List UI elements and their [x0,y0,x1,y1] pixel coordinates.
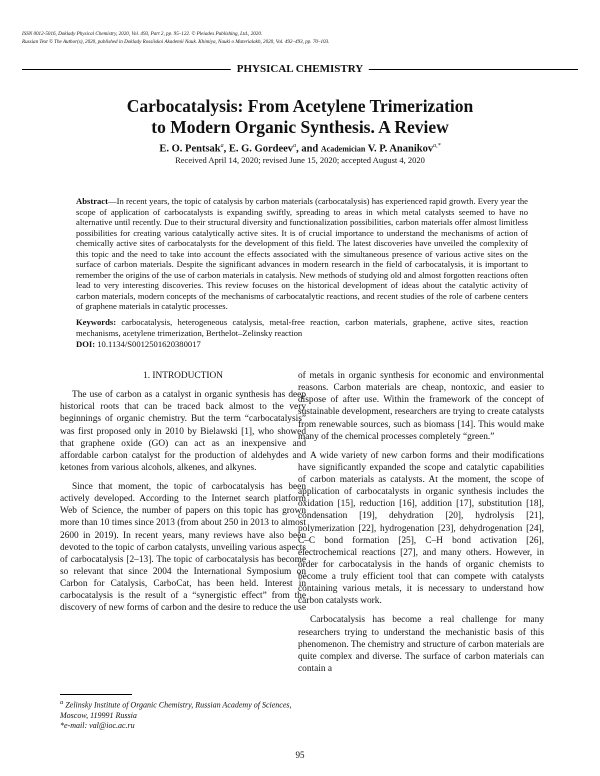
email-footnote[interactable]: *e-mail: val@ioc.ac.ru [60,720,135,730]
body-column-right [298,370,544,675]
paragraph: The use of carbon as a catalyst in organic synthesis has deep historical roots that can be traced back almost to the very beginnings of organic chemistry. But the term “carbocatalysis” was first proposed only in 2010 by Bielawski [1], who showed that graphene oxide (GO) can act as an inexpensive and affordable carbon catalyst for the production of aldehydes and ketones from various alcohols, alkenes, and alkynes. [60,390,306,473]
author-separator: , [223,143,229,155]
paragraph: of metals in organic synthesis for economic and environmental reasons. Carbon materials are cheap, nontoxic, and easier to dispose of after use. Within the framework of the concept of sustainable development, researchers are trying to create catalysts from renewable sources, such as biomass [14]. This would make many of the chemical processes completely “green.” [298,371,544,442]
academician-title: Academician [320,144,366,154]
title-line-1: Carbocatalysis: From Acetylene Trimerization [126,96,474,116]
body-column-left [60,370,306,614]
section-bar [22,63,578,77]
footnote-rule [60,694,132,695]
keywords-text: carbocatalysis, heterogeneous catalysis, metal-free reaction, carbon materials, graphene, active sites, reaction mechanisms, acetylene trimerization, Berthelot–Zelinsky reaction [76,317,528,338]
keywords [76,317,528,338]
corresponding-star: * [437,143,441,149]
journal-citation-line: ISSN 0012-5016, Doklady Physical Chemistry, 2020, Vol. 493, Part 2, pp. 95–122. © Pleiades Publishing, Ltd., 2020. [22,31,263,37]
title-line-2: to Modern Organic Synthesis. A Review [151,117,449,137]
doi [76,339,201,350]
author-3-affil: a,* [433,143,441,149]
doi-label: DOI: [76,339,96,349]
author-2-affil: a [293,143,297,149]
author-3: V. P. Ananikov [365,143,434,155]
abstract [76,196,528,312]
author-separator: , and [296,143,321,155]
affiliation-footnote [60,698,306,721]
abstract-text: —In recent years, the topic of catalysis by carbon materials (carbocatalysis) has experienced rapid growth. Every year the scope of application of carbocatalysts is expanding swiftly, spreading to areas in which metal catalysts seemed to have no alternative until recently. Due to their structural diversity and functionalization possibilities, carbon materials offer almost limitless possibilities for creating various catalytically active sites. It is of crucial importance to understand the mechanisms of action of chemically active sites of carbocatalysts for the development of this field. The latest discoveries have unveiled the complexity of this topic and the need to take into account the effects associated with the simultaneous presence of various active sites on the surface of carbon materials. Despite the significant advances in modern research in the field of carbocatalysis, it is important to remember the origins of the use of carbon materials in catalysis. New methods of studying old and almost forgotten reactions often lead to very interesting discoveries. This review focuses on the historical development of ideas about the catalytic activity of carbon materials, modern concepts of the mechanisms of carbocatalytic reactions, and recent studies of the role of carbene centers of graphene materials in catalytic processes. [76,196,528,312]
paragraph: A wide variety of new carbon forms and their modifications have significantly expanded the scope and catalytic capabilities of carbon materials as catalysts. At the moment, the scope of application of carbocatalysts in organic synthesis includes the oxidation [15], reduction [16], addition [17], substitution [18], condensation [19], dehydration [20], hydrolysis [21], polymerization [22], hydrogenation [23], dehydrogenation [24], C–C bond formation [25], C–H bond activation [26], electrochemical reactions [27], and many others. However, in order for carbocatalysis in the hands of organic chemists to become a truly efficient tool that can compete with catalysts containing various metals, it is necessary to understand how carbon catalysts work. [298,450,544,607]
section-label: PHYSICAL CHEMISTRY [231,63,369,76]
article-title [22,96,578,138]
russian-text-citation-line: Russian Text © The Author(s), 2020, published in Doklady Rossiiskoi Akademii Nauk. Khimiya, Nauki o Materialakh, 2020, Vol. 492–493, pp. 70–103. [22,39,330,45]
section-heading-introduction: 1. INTRODUCTION [143,371,223,381]
keywords-label: Keywords: [76,317,117,327]
paragraph: Carbocatalysis has become a real challenge for many researchers trying to understand the mechanistic basis of this phenomenon. The chemistry and structure of carbon materials are quite complex and diverse. The surface of carbon materials can contain a [298,615,544,674]
affiliation-marker: a [60,699,64,706]
page-number: 95 [295,750,305,760]
received-dates: Received April 14, 2020; revised June 15, 2020; accepted August 4, 2020 [175,155,425,165]
author-1: E. O. Pentsak [159,143,221,155]
affiliation-text: Zelinsky Institute of Organic Chemistry, Russian Academy of Sciences, Moscow, 119991 Russia [60,700,292,720]
author-2: E. G. Gordeev [228,143,294,155]
author-1-affil: a [220,143,224,149]
abstract-label: Abstract [76,196,108,206]
doi-link[interactable]: 10.1134/S0012501620380017 [95,339,201,349]
footnotes [60,698,306,731]
paragraph: Since that moment, the topic of carbocatalysis has been actively developed. According to the Internet search platform Web of Science, the number of papers on this topic has grown more than 10 times since 2013 (from about 250 in 2013 to almost 2600 in 2019). In recent years, many reviews have also been devoted to the topic of carbon catalysts, unveiling various aspects of carbocatalysis [2–13]. The topic of carbocatalysis has become so relevant that since 2004 the International Symposium on Carbon for Catalysis, CarboCat, has been held. Interest in carbocatalysis is the result of a “synergistic effect” from the discovery of new forms of carbon and the desire to reduce the use [60,482,306,614]
